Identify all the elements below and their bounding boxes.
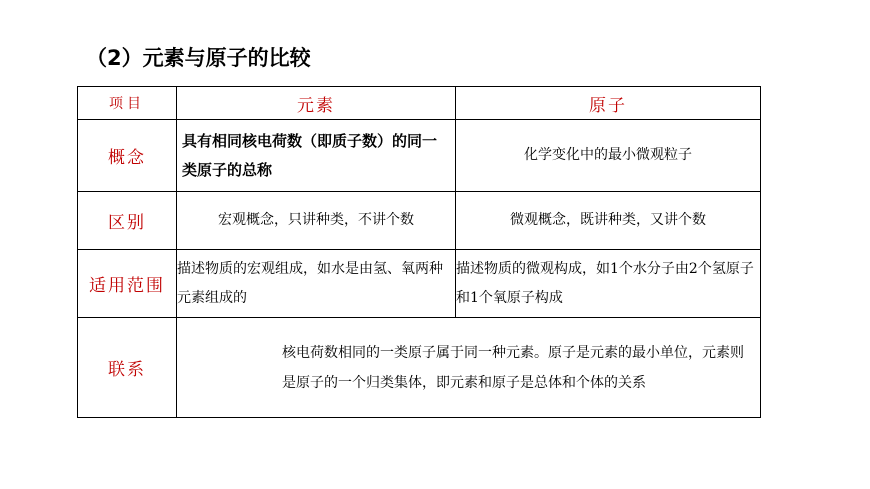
row-label-concept: 概念 [78, 120, 177, 192]
header-item: 项目 [78, 87, 177, 120]
row-label-difference: 区别 [78, 192, 177, 250]
table-row [78, 318, 761, 418]
row-label-relation: 联系 [78, 318, 177, 418]
scope-element-cell: 描述物质的宏观组成，如水是由氢、氧两种元素组成的 [177, 250, 456, 318]
table-header-row [78, 87, 761, 120]
table-row [78, 120, 761, 192]
table-row [78, 192, 761, 250]
header-element: 元素 [177, 87, 456, 120]
scope-atom-cell: 描述物质的微观构成，如1个水分子由2个氢原子和1个氧原子构成 [456, 250, 761, 318]
difference-element-cell: 宏观概念，只讲种类，不讲个数 [177, 192, 456, 250]
concept-element-cell: 具有相同核电荷数（即质子数）的同一类原子的总称 [177, 120, 456, 192]
relation-cell: 核电荷数相同的一类原子属于同一种元素。原子是元素的最小单位，元素则是原子的一个归类集体，即元素和原子是总体和个体的关系 [177, 318, 761, 418]
row-label-scope: 适用范围 [78, 250, 177, 318]
table-row [78, 250, 761, 318]
page-heading: （2）元素与原子的比较 [86, 46, 311, 70]
difference-atom-cell: 微观概念，既讲种类，又讲个数 [456, 192, 761, 250]
header-atom: 原子 [456, 87, 761, 120]
comparison-table [77, 86, 761, 418]
concept-atom-cell: 化学变化中的最小微观粒子 [456, 120, 761, 192]
